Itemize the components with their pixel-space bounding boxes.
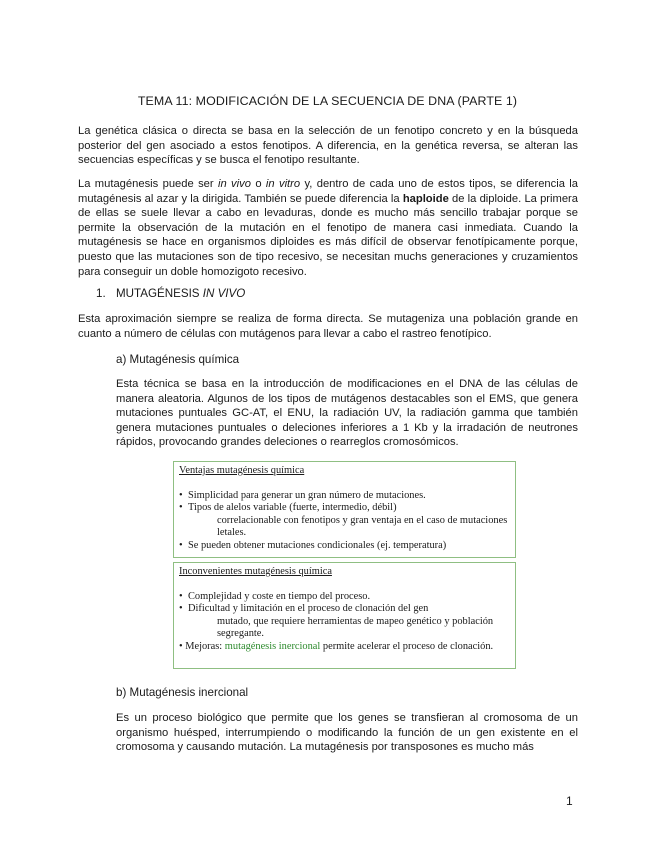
mejoras-highlight: mutagénesis inercional: [224, 640, 321, 652]
ventajas-item-text: Se pueden obtener mutaciones condicionales (ej. temperatura): [188, 539, 447, 551]
ventajas-title: Ventajas mutagénesis química: [179, 465, 305, 476]
in-vitro-term: in vitro: [265, 178, 301, 190]
inconvenientes-item-text: Complejidad y coste en tiempo del proceso.: [188, 590, 371, 602]
in-vivo-term: in vivo: [217, 178, 251, 190]
mejoras-prefix: Mejoras:: [185, 640, 225, 652]
ventajas-item-text: Simplicidad para generar un gran número de mutaciones.: [188, 489, 426, 501]
section-1-label-italic: IN VIVO: [202, 287, 246, 300]
ventajas-item: [179, 490, 510, 503]
ventajas-item-text: Tipos de alelos variable (fuerte, intermedio, débil): [188, 502, 397, 514]
bullet-icon: •: [179, 502, 183, 514]
ventajas-item: [179, 540, 510, 553]
subsection-b-paragraph: Es un proceso biológico que permite que los genes se transfieran al cromosoma de un organismo huésped, interrumpiendo o modificando la función de un gen existente en el cromosoma y causando mutación. La mutagénesis por transposones es mucho más: [116, 712, 578, 754]
section-1-number: 1.: [96, 287, 106, 300]
inconvenientes-item-mejoras: [179, 641, 510, 654]
inconvenientes-item-text: Dificultad y limitación en el proceso de clonación del gen: [188, 603, 429, 615]
mutagenesis-paragraph: [78, 177, 578, 279]
bullet-icon: •: [179, 489, 183, 501]
page-title: TEMA 11: MODIFICACIÓN DE LA SECUENCIA DE DNA (PARTE 1): [137, 94, 518, 108]
subsection-b-heading: b) Mutagénesis inercional: [116, 686, 249, 699]
mutagenesis-text-3: y, dentro de cada uno de estos tipos, se diferencia la mutagénesis al azar y la dirigida. También se puede diferencia la: [78, 178, 579, 205]
ventajas-item-continuation: correlacionable con fenotipos y gran ventaja en el caso de mutaciones letales.: [217, 514, 508, 539]
section-1-heading: [96, 287, 245, 301]
mejoras-suffix: permite acelerar el proceso de clonación.: [320, 640, 494, 652]
inconvenientes-title: Inconvenientes mutagénesis química: [179, 566, 332, 577]
inconvenientes-item: [179, 603, 510, 616]
inconvenientes-item-continuation: mutado, que requiere herramientas de mapeo genético y población segregante.: [217, 615, 494, 640]
haploide-term: haploide: [402, 192, 449, 205]
section-1-label: MUTAGÉNESIS: [116, 287, 203, 300]
page-number: 1: [566, 794, 573, 808]
mutagenesis-text-2: o: [250, 178, 266, 190]
bullet-icon: •: [179, 539, 183, 551]
subsection-a-heading: a) Mutagénesis química: [116, 353, 240, 366]
bullet-icon: •: [179, 603, 183, 615]
ventajas-box: [173, 461, 516, 558]
subsection-a-paragraph: Esta técnica se basa en la introducción de modificaciones en el DNA de las células de manera aleatoria. Algunos de los tipos de mutágenos destacables son el EMS, que genera mutaciones puntuales GC-AT, el ENU, la radiación UV, la radiación gamma que también genera mutaciones puntuales o deleciones inferiores a 1 Kb y la irradación de neutrones rápidos, provocando grandes deleciones o rearreglos cromosómicos.: [116, 378, 578, 449]
inconvenientes-box: [173, 562, 516, 669]
mutagenesis-text-4: de la diploide. La primera de ellas se suele llevar a cabo en levaduras, donde es mucho más sencillo trabajar porque se permite la observación de la mutación en el fenotipo de manera casi inmediata. Cuando la mutagénesis se hace en organismos diploides es más difícil de observar fenotípicamente porque, puesto que las mutaciones son de tipo recesivo, se necesitan muchs generaciones y cruzamientos para conseguir un doble homozigoto recesivo.: [78, 192, 579, 278]
intro-paragraph: La genética clásica o directa se basa en la selección de un fenotipo concreto y en la búsqueda posterior del gen asociado a estos fenotipos. A diferencia, en la genética reversa, se alteran las secuencias específicas y se busca el fenotipo resultante.: [78, 125, 578, 167]
bullet-icon: •: [179, 640, 183, 652]
ventajas-item: [179, 502, 510, 515]
bullet-icon: •: [179, 590, 183, 602]
section-1-paragraph: Esta aproximación siempre se realiza de forma directa. Se mutageniza una población grande en cuanto a número de células con mutágenos para llevar a cabo el rastreo fenotípico.: [78, 313, 578, 340]
inconvenientes-item: [179, 591, 510, 604]
mutagenesis-text-1: La mutagénesis puede ser: [78, 178, 218, 190]
